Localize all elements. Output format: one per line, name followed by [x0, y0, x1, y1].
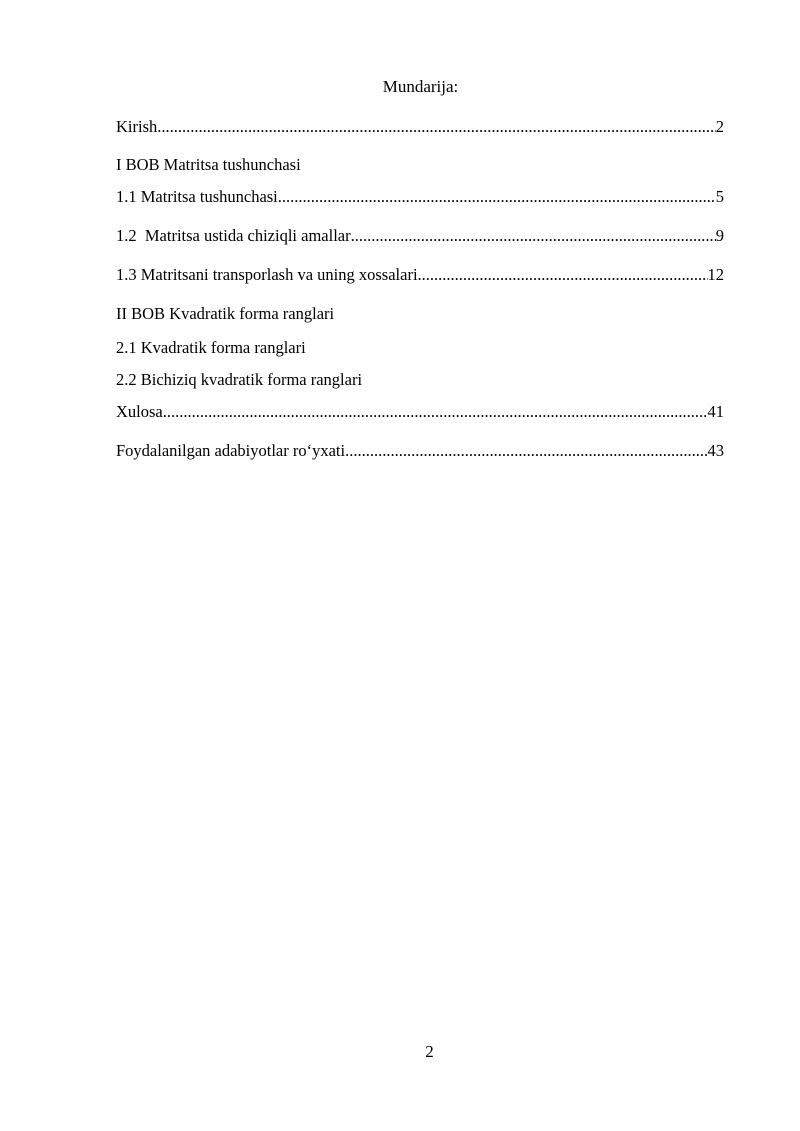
toc-entry-label: Xulosa [116, 402, 163, 421]
toc-entry-1-2[interactable] [116, 225, 724, 247]
toc-heading-chapter-2[interactable] [116, 303, 724, 325]
toc-entry-references[interactable] [116, 440, 724, 462]
toc-entry-label: 2.1 Kvadratik forma ranglari [116, 338, 306, 357]
toc-entry-page: 9 [715, 226, 724, 245]
toc-entry-label: I BOB Matritsa tushunchasi [116, 155, 301, 174]
toc-entry-2-1[interactable] [116, 337, 724, 359]
dot-leader [418, 264, 708, 286]
toc-entry-label: 1.1 Matritsa tushunchasi [116, 187, 278, 206]
toc-title: Mundarija: [382, 77, 459, 96]
toc-entry-page: 12 [707, 265, 724, 284]
toc-entry-label: 1.3 Matritsani transporlash va uning xossalari [116, 265, 418, 284]
toc-entry-label: Kirish [116, 117, 158, 136]
dot-leader [163, 401, 708, 423]
toc-entry-2-2[interactable] [116, 369, 724, 391]
toc-entry-page: 2 [715, 117, 724, 136]
toc-entry-label: Foydalanilgan adabiyotlar ro‘yxati [116, 441, 346, 460]
toc-entry-page: 43 [707, 441, 724, 460]
toc-entry-xulosa[interactable] [116, 401, 724, 423]
toc-entry-label: II BOB Kvadratik forma ranglari [116, 304, 335, 323]
dot-leader [278, 186, 716, 208]
toc-entry-kirish[interactable] [116, 116, 724, 138]
dot-leader [345, 440, 707, 462]
toc-entry-1-1[interactable] [116, 186, 724, 208]
dot-leader [157, 116, 716, 138]
toc-entry-label: 1.2 Matritsa ustida chiziqli amallar [116, 226, 351, 245]
toc-entry-page: 41 [707, 402, 724, 421]
toc-heading-chapter-1[interactable] [116, 154, 724, 176]
page-number: 2 [425, 1042, 434, 1061]
toc-entry-1-3[interactable] [116, 264, 724, 286]
dot-leader [351, 225, 716, 247]
toc-entry-page: 5 [715, 187, 724, 206]
toc-entry-label: 2.2 Bichiziq kvadratik forma ranglari [116, 370, 363, 389]
